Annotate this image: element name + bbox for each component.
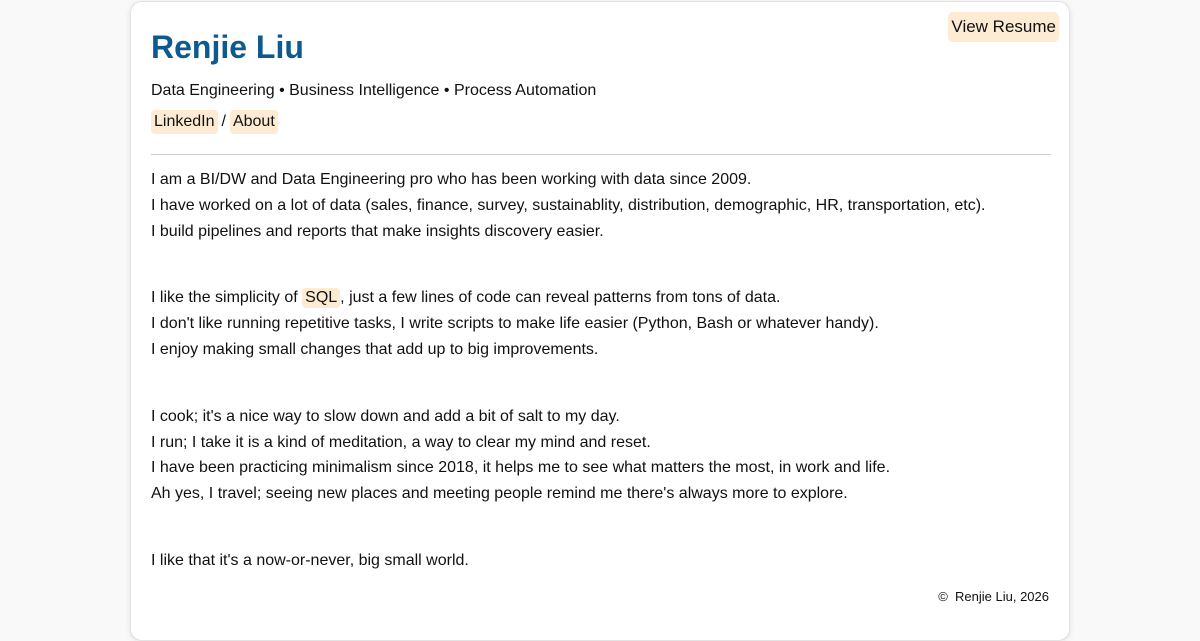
bio-content [151,167,1051,615]
bio-line: I build pipelines and reports that make insights discovery easier. [151,222,604,240]
linkedin-link[interactable]: LinkedIn [151,110,218,134]
bio-line: I am a BI/DW and Data Engineering pro who has been working with data since 2009. [151,171,752,188]
bio-text: I like the simplicity of [151,289,303,307]
sql-highlight: SQL [302,288,340,308]
bio-line [151,285,1051,311]
divider [151,154,1051,155]
bio-paragraph-hobbies [151,404,1051,507]
nav-links [151,110,278,134]
bio-line: I have been practicing minimalism since 2018, it helps me to see what matters the most, in work and life. [151,459,891,477]
tagline: Data Engineering • Business Intelligence • Process Automation [151,82,597,99]
bio-line: I like that it's a now-or-never, big small world. [151,551,469,569]
bio-paragraph-work [151,167,1051,244]
profile-card [130,1,1070,641]
page-title: Renjie Liu [151,29,304,65]
bio-line: I cook; it's a nice way to slow down and add a bit of salt to my day. [151,407,620,425]
about-link[interactable]: About [230,110,278,134]
bio-paragraph-skills [151,285,1051,362]
bio-text: , just a few lines of code can reveal patterns from tons of data. [340,289,781,307]
bio-line: I don't like running repetitive tasks, I write scripts to make life easier (Python, Bash or whatever handy). [151,315,879,333]
bio-paragraph-closing [151,548,1051,574]
bio-line: Ah yes, I travel; seeing new places and meeting people remind me there's always more to explore. [151,485,848,503]
bio-line: I run; I take it is a kind of meditation, a way to clear my mind and reset. [151,433,651,451]
link-separator: / [221,113,226,130]
view-resume-button[interactable]: View Resume [948,12,1059,42]
copyright-text: Renjie Liu, 2026 [955,589,1049,604]
copyright-symbol: © [938,589,948,604]
bio-line: I enjoy making small changes that add up to big improvements. [151,340,599,358]
footer-copyright [938,589,1049,604]
bio-line: I have worked on a lot of data (sales, finance, survey, sustainablity, distribution, demographic, HR, transportation, etc). [151,196,986,214]
